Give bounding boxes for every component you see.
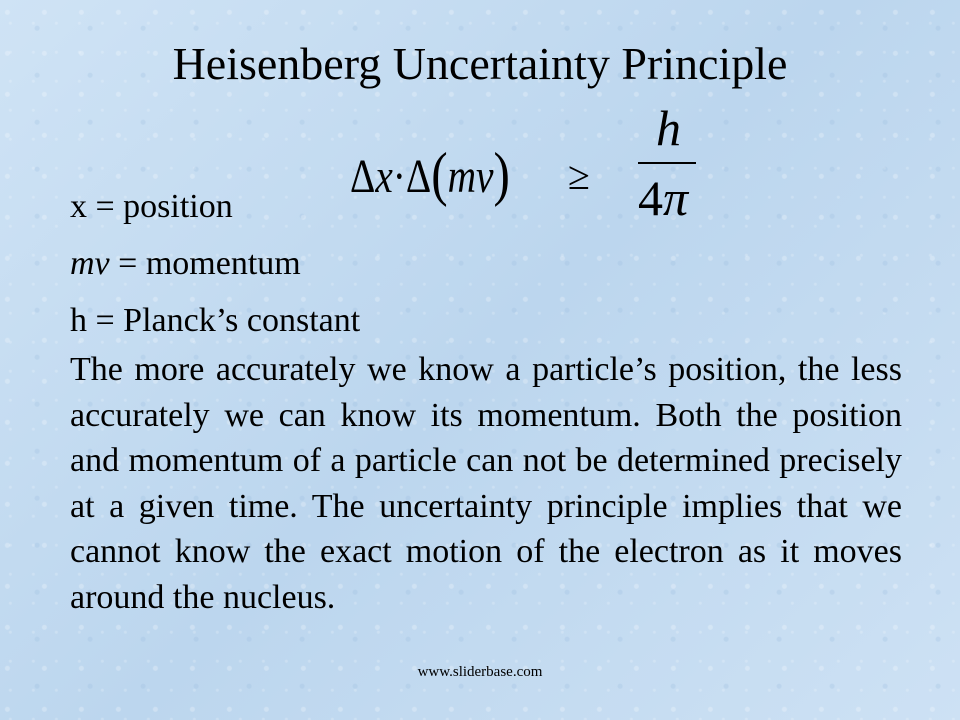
delta-symbol: Δ [350,150,376,203]
definition-planck [70,292,360,349]
close-paren: ) [493,141,510,207]
definition-momentum [70,235,360,292]
formula-x: x [375,150,393,203]
definition-text: x = position [70,188,233,225]
pi-symbol: π [663,170,689,226]
fraction-bar [638,162,696,164]
definition-position [70,178,360,235]
formula-left-side [350,142,510,207]
formula-mv: mv [447,150,494,203]
uncertainty-formula [350,100,710,230]
open-paren: ( [431,141,448,207]
fraction-numerator: h [656,100,681,156]
slide-title: Heisenberg Uncertainty Principle [172,38,788,89]
delta-symbol: Δ [405,150,432,203]
definition-var: mv [70,245,110,282]
dot-operator: · [392,150,406,203]
definition-text: h = Planck’s constant [70,302,361,339]
watermark-link[interactable]: www.sliderbase.com [417,664,543,680]
definitions-list [70,178,360,349]
explanation-paragraph: The more accurately we know a particle’s position, the less accurately we can know its momentum. Both the position and momentum of a particle can not be determined precisely at a given time. The uncertainty principle implies that we cannot know the exact motion of the electron as it moves around the nucleus. [70,351,902,616]
definition-text: = momentum [109,245,301,282]
denominator-number: 4 [638,170,663,226]
fraction-denominator [638,168,688,228]
greater-equal-sign: ≥ [568,153,590,198]
